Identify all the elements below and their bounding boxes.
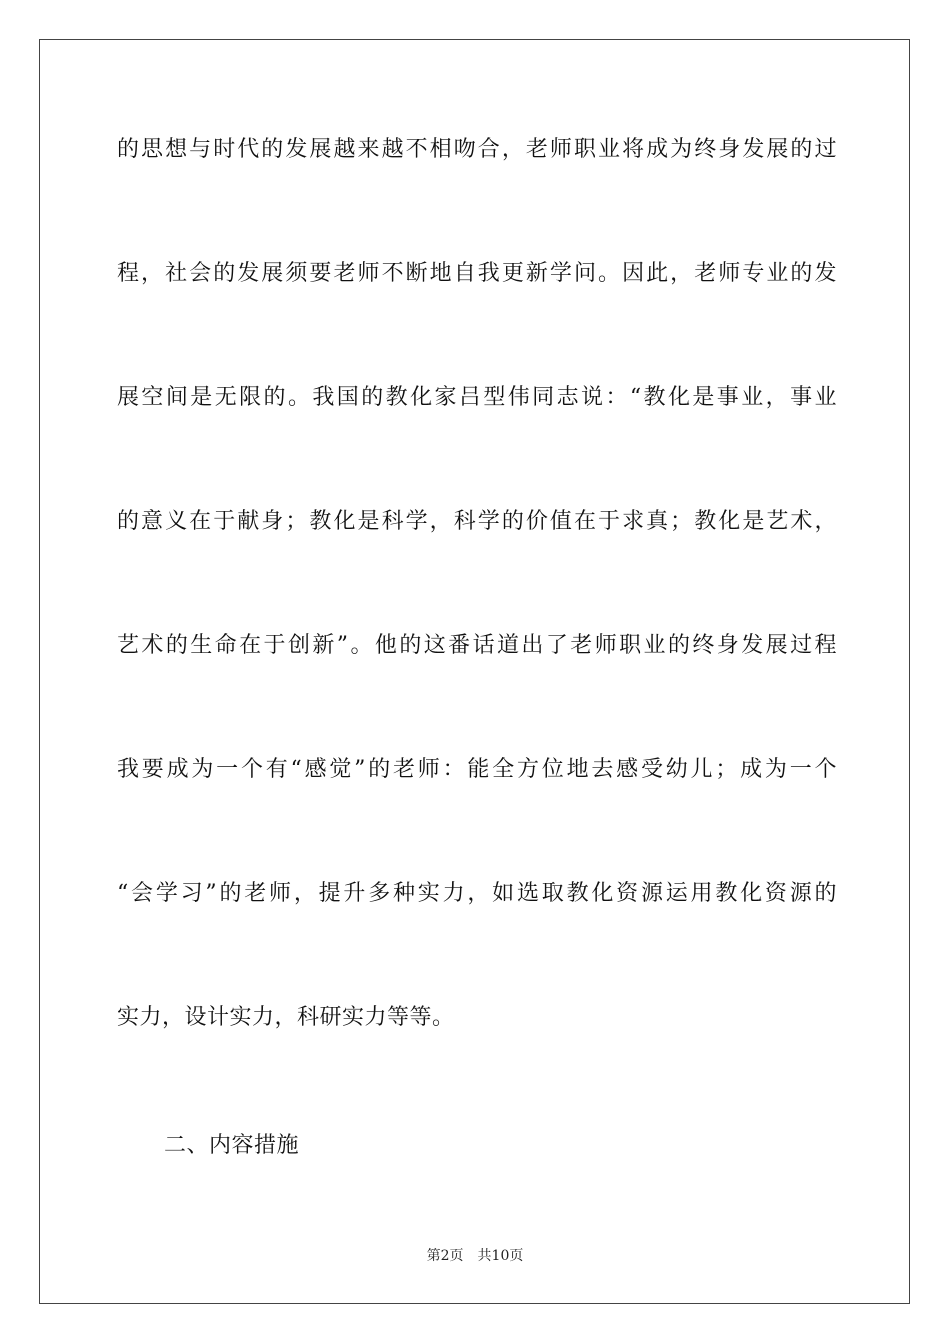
paragraph-line: 我要成为一个有“感觉”的老师：能全方位地去感受幼儿；成为一个: [117, 757, 837, 782]
document-body: [117, 118, 837, 1110]
page-total: 共10页: [477, 1248, 524, 1264]
paragraph-line: 展空间是无限的。我国的教化家吕型伟同志说：“教化是事业，事业: [117, 385, 837, 410]
paragraph-line: 实力，设计实力，科研实力等等。: [117, 1005, 455, 1030]
paragraph-line: 的思想与时代的发展越来越不相吻合，老师职业将成为终身发展的过: [117, 137, 837, 162]
paragraph-line: 艺术的生命在于创新”。他的这番话道出了老师职业的终身发展过程: [117, 633, 837, 658]
page-number: 第2页: [426, 1248, 464, 1264]
paragraph-line: 程，社会的发展须要老师不断地自我更新学问。因此，老师专业的发: [117, 261, 837, 286]
section-heading: 二、内容措施: [164, 1133, 300, 1158]
paragraph-line: “会学习”的老师，提升多种实力，如选取教化资源运用教化资源的: [117, 881, 837, 906]
paragraph-line: 的意义在于献身；教化是科学，科学的价值在于求真；教化是艺术，: [117, 509, 837, 534]
page-footer: [0, 1246, 950, 1266]
